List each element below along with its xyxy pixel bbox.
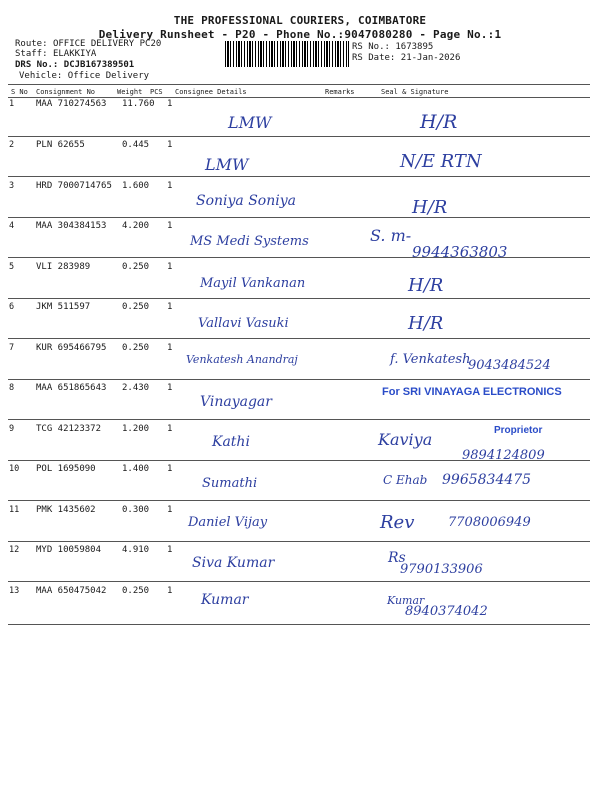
col-consignee: Consignee Details bbox=[175, 88, 247, 96]
row-pcs: 1 bbox=[167, 545, 173, 555]
row-consignee: Kumar bbox=[201, 592, 249, 608]
row-weight: 4.910 bbox=[122, 545, 150, 555]
row-consignment: JKM 511597 bbox=[36, 302, 91, 312]
table-top-rule bbox=[8, 84, 590, 85]
vehicle-value: Office Delivery bbox=[67, 71, 150, 81]
table-header-rule bbox=[8, 97, 590, 98]
row-phone: 9790133906 bbox=[400, 562, 483, 577]
row-pcs: 1 bbox=[167, 464, 173, 474]
row-rule bbox=[8, 136, 590, 137]
row-phone: 9965834475 bbox=[442, 472, 532, 488]
row-seal: Kaviya bbox=[378, 430, 433, 449]
row-rule bbox=[8, 379, 590, 380]
col-sno: S No bbox=[11, 88, 28, 96]
row-sno: 1 bbox=[9, 99, 15, 109]
row-pcs: 1 bbox=[167, 302, 173, 312]
drs-value: DCJB167389501 bbox=[63, 60, 135, 70]
row-consignment: MAA 651865643 bbox=[36, 383, 107, 393]
row-rule bbox=[8, 176, 590, 177]
row-consignee: Vinayagar bbox=[200, 394, 272, 410]
row-rule bbox=[8, 338, 590, 339]
row-weight: 0.445 bbox=[122, 140, 150, 150]
row-pcs: 1 bbox=[167, 505, 173, 515]
row-consignment: MYD 10059804 bbox=[36, 545, 102, 555]
row-pcs: 1 bbox=[167, 99, 173, 109]
row-rule bbox=[8, 257, 590, 258]
rs-no-label: RS No.: bbox=[352, 42, 390, 52]
row-consignee: LMW bbox=[205, 155, 249, 174]
barcode bbox=[225, 41, 349, 67]
row-pcs: 1 bbox=[167, 262, 173, 272]
row-consignment: KUR 695466795 bbox=[36, 343, 107, 353]
row-rule bbox=[8, 419, 590, 420]
row-rule bbox=[8, 298, 590, 299]
row-seal: Rev bbox=[380, 512, 415, 533]
row-consignee: Sumathi bbox=[202, 476, 258, 491]
row-weight: 0.250 bbox=[122, 343, 150, 353]
row-sno: 3 bbox=[9, 181, 15, 191]
route-value: OFFICE DELIVERY PC20 bbox=[52, 39, 162, 49]
row-consignment: MAA 304384153 bbox=[36, 221, 107, 231]
row-consignee: Siva Kumar bbox=[192, 555, 275, 571]
row-pcs: 1 bbox=[167, 586, 173, 596]
row-consignment: TCG 42123372 bbox=[36, 424, 102, 434]
row-pcs: 1 bbox=[167, 383, 173, 393]
rs-date-value: 21-Jan-2026 bbox=[400, 53, 461, 63]
row-weight: 0.250 bbox=[122, 262, 150, 272]
row-weight: 1.200 bbox=[122, 424, 150, 434]
row-consignment: MAA 710274563 bbox=[36, 99, 107, 109]
drs-line bbox=[15, 60, 134, 70]
row-weight: 0.250 bbox=[122, 586, 150, 596]
row-consignment: HRD 7000714765 bbox=[36, 181, 112, 191]
staff-label: Staff: bbox=[15, 49, 48, 59]
row-weight: 1.600 bbox=[122, 181, 150, 191]
row-phone: 9944363803 bbox=[412, 243, 508, 261]
col-seal: Seal & Signature bbox=[381, 88, 449, 96]
row-phone: 8940374042 bbox=[405, 604, 488, 619]
row-weight: 2.430 bbox=[122, 383, 150, 393]
row-seal: Kumar bbox=[387, 594, 425, 607]
row-seal: H/R bbox=[420, 111, 458, 133]
row-sno: 7 bbox=[9, 343, 15, 353]
company-stamp: For SRI VINAYAGA ELECTRONICS bbox=[382, 386, 562, 398]
staff-line bbox=[15, 49, 96, 59]
row-pcs: 1 bbox=[167, 424, 173, 434]
row-consignee: Venkatesh Anandraj bbox=[186, 353, 298, 366]
row-sno: 9 bbox=[9, 424, 15, 434]
row-seal: Rs bbox=[388, 550, 406, 566]
row-rule bbox=[8, 460, 590, 461]
col-consignment: Consignment No bbox=[36, 88, 96, 96]
row-sno: 2 bbox=[9, 140, 15, 150]
row-consignment: MAA 650475042 bbox=[36, 586, 107, 596]
row-consignee: Daniel Vijay bbox=[188, 515, 268, 530]
rs-date-label: RS Date: bbox=[352, 53, 396, 63]
stamp-role: Proprietor bbox=[494, 425, 543, 436]
col-remarks: Remarks bbox=[325, 88, 355, 96]
vehicle-label: Vehicle: bbox=[19, 71, 63, 81]
row-pcs: 1 bbox=[167, 181, 173, 191]
row-seal: f. Venkatesh bbox=[390, 352, 471, 367]
runsheet-title: Delivery Runsheet - P20 - Phone No.:9047080280 - Page No.:1 bbox=[98, 28, 502, 41]
row-consignee: LMW bbox=[228, 113, 272, 132]
row-weight: 0.250 bbox=[122, 302, 150, 312]
row-seal: S. m- bbox=[370, 226, 412, 245]
rs-no-value: 1673895 bbox=[395, 42, 434, 52]
route-line bbox=[15, 39, 161, 49]
row-pcs: 1 bbox=[167, 140, 173, 150]
row-weight: 0.300 bbox=[122, 505, 150, 515]
row-seal: H/R bbox=[408, 275, 444, 296]
row-consignment: VLI 283989 bbox=[36, 262, 91, 272]
vehicle-line bbox=[19, 71, 149, 81]
row-consignee: MS Medi Systems bbox=[190, 234, 309, 249]
rs-no-line bbox=[352, 42, 433, 52]
row-sno: 13 bbox=[9, 586, 20, 596]
row-sno: 8 bbox=[9, 383, 15, 393]
rs-date-line bbox=[352, 53, 460, 63]
row-pcs: 1 bbox=[167, 221, 173, 231]
row-phone: 9043484524 bbox=[468, 358, 551, 373]
row-seal: H/R bbox=[408, 313, 444, 334]
row-weight: 1.400 bbox=[122, 464, 150, 474]
row-sno: 12 bbox=[9, 545, 20, 555]
row-consignment: POL 1695090 bbox=[36, 464, 96, 474]
row-seal: C Ehab bbox=[383, 473, 428, 487]
row-consignee: Soniya Soniya bbox=[196, 193, 296, 209]
row-seal: N/E RTN bbox=[400, 151, 482, 172]
row-rule bbox=[8, 500, 590, 501]
row-rule bbox=[8, 541, 590, 542]
row-consignee: Mayil Vankanan bbox=[200, 276, 306, 291]
company-title: THE PROFESSIONAL COURIERS, COIMBATORE bbox=[173, 14, 427, 27]
staff-value: ELAKKIYA bbox=[52, 49, 97, 59]
row-consignment: PMK 1435602 bbox=[36, 505, 96, 515]
row-rule bbox=[8, 217, 590, 218]
row-sno: 10 bbox=[9, 464, 20, 474]
row-phone: 7708006949 bbox=[448, 515, 531, 530]
row-sno: 11 bbox=[9, 505, 20, 515]
col-pcs: PCS bbox=[150, 88, 163, 96]
row-sno: 5 bbox=[9, 262, 15, 272]
row-seal: H/R bbox=[412, 197, 448, 218]
row-pcs: 1 bbox=[167, 343, 173, 353]
row-weight: 4.200 bbox=[122, 221, 150, 231]
col-weight: Weight bbox=[117, 88, 143, 96]
row-phone: 9894124809 bbox=[462, 448, 545, 463]
table-bottom-rule bbox=[8, 624, 590, 625]
drs-label: DRS No.: bbox=[15, 60, 59, 70]
row-consignment: PLN 62655 bbox=[36, 140, 85, 150]
row-weight: 11.760 bbox=[122, 99, 155, 109]
row-sno: 4 bbox=[9, 221, 15, 231]
row-consignee: Kathi bbox=[212, 434, 250, 450]
row-consignee: Vallavi Vasuki bbox=[198, 316, 289, 331]
route-label: Route: bbox=[15, 39, 48, 49]
row-sno: 6 bbox=[9, 302, 15, 312]
row-rule bbox=[8, 581, 590, 582]
